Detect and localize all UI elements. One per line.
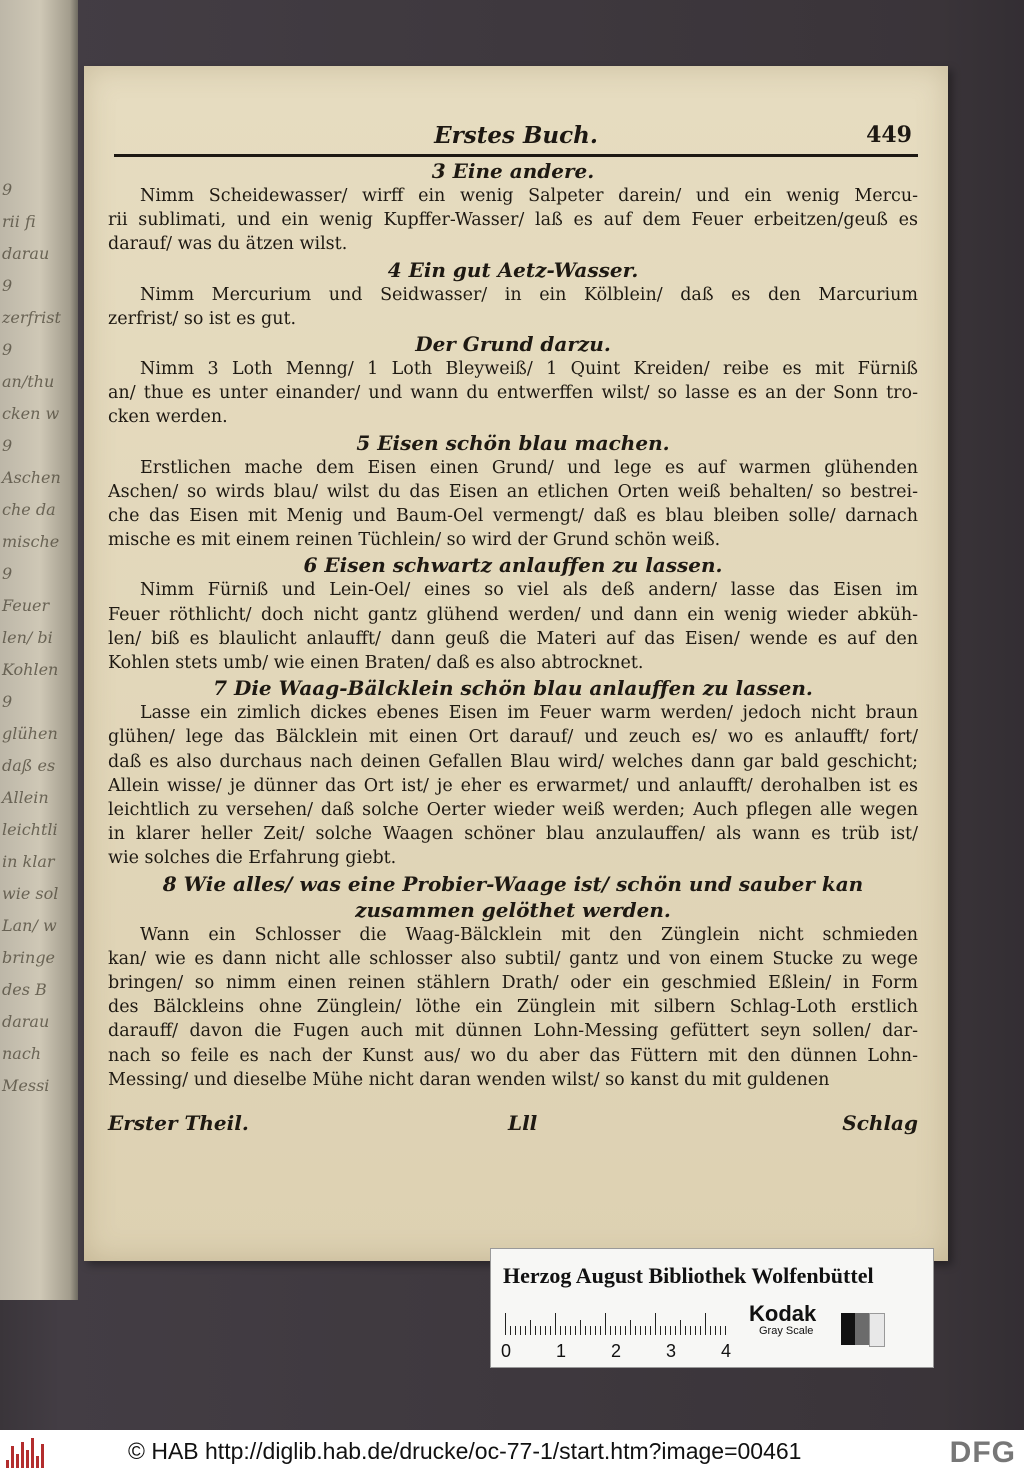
text-line: an/ thue es unter einander/ und wann du entwerffen wilst/ so lasse es an der Sonn tro- [108, 383, 918, 404]
section-heading-continued: zusammen gelöthet werden. [355, 897, 671, 922]
ruler-tick [700, 1326, 701, 1335]
ruler-tick [540, 1326, 541, 1335]
section-paragraph [108, 456, 918, 553]
ruler-tick [640, 1326, 641, 1335]
gray-swatch-mid [855, 1313, 869, 1345]
book-page [84, 66, 948, 1261]
ruler-tick [525, 1326, 526, 1335]
running-head: Erstes Buch. [434, 122, 598, 149]
ruler-tick [575, 1326, 576, 1335]
left-page-fragment: cken w [2, 404, 60, 423]
left-page-fragment: Messi [2, 1076, 50, 1095]
ruler-tick [690, 1326, 691, 1335]
text-line: Wann ein Schlosser die Waag-Bälcklein mit den Zünglein nicht schmieden [140, 924, 918, 945]
text-line: Kohlen stets umb/ wie einen Braten/ daß es also abtrocknet. [108, 653, 644, 674]
ruler-tick [625, 1326, 626, 1335]
left-page-fragment: nach [2, 1044, 42, 1063]
library-label [490, 1248, 934, 1368]
left-page-fragment: 9 [2, 564, 13, 583]
section-heading: 6 Eisen schwartz anlauffen zu lassen. [303, 553, 723, 578]
ruler-tick [595, 1326, 596, 1335]
text-line: Allein wisse/ je dünner das Ort ist/ je eher es erwarmet/ und anlaufft/ derohalben ist es [108, 775, 918, 796]
text-line: Lasse ein zimlich dickes ebenes Eisen im Feuer warm werden/ jedoch nicht braun [140, 703, 918, 724]
ruler-tick [725, 1326, 726, 1335]
footer-gathering: Lll [508, 1111, 538, 1135]
ruler-tick [605, 1313, 606, 1335]
ruler-tick [505, 1313, 506, 1335]
ruler-tick [620, 1326, 621, 1335]
text-line: Aschen/ so wirds blau/ wilst du das Eisen an etlichen Orten weiß behalten/ so bestrei- [108, 481, 918, 502]
text-line: nach so feile es nach der Kunst aus/ wo du aber das Füttern mit den dünnen Lohn- [108, 1045, 918, 1066]
left-page-fragment: 9 [2, 692, 13, 711]
ruler-tick [565, 1326, 566, 1335]
left-page-fragment: 9 [2, 436, 13, 455]
ruler-tick [650, 1326, 651, 1335]
text-line: Feuer röthlicht/ doch nicht gantz glühend werden/ und dann ein wenig wieder abküh- [108, 604, 918, 625]
text-line: bringen/ so nimm einen reinen stählern Drath/ oder ein geschmied Eßlein/ in Form [108, 973, 918, 994]
kodak-brand: Kodak [749, 1301, 817, 1326]
ruler-tick [610, 1326, 611, 1335]
left-page-fragment: Lan/ w [2, 916, 57, 935]
header-rule [114, 154, 918, 157]
ruler-number: 2 [611, 1341, 622, 1361]
left-page-fragment: Aschen [2, 468, 61, 487]
page-body [108, 158, 918, 1092]
left-page-fragment: Allein [2, 788, 49, 807]
text-line: in klarer heller Zeit/ solche Waagen schöner blau anzulauffen/ als wann es trüb ist/ [108, 824, 918, 845]
dfg-logo: DFG [949, 1436, 1016, 1469]
text-line: Nimm Mercurium und Seidwasser/ in ein Kölblein/ daß es den Marcurium [140, 284, 918, 305]
text-line: darauf/ was du ätzen wilst. [108, 234, 348, 255]
left-page-fragment: Kohlen [2, 660, 59, 679]
text-line: Erstlichen mache dem Eisen einen Grund/ und lege es auf warmen glühenden [140, 457, 918, 478]
ruler-tick [545, 1326, 546, 1335]
page-footer [108, 1111, 918, 1139]
text-line: Nimm 3 Loth Menng/ 1 Loth Bleyweiß/ 1 Quint Kreiden/ reibe es mit Fürniß [140, 359, 918, 380]
ruler-tick [680, 1320, 681, 1335]
gray-swatch-black [841, 1313, 855, 1345]
ruler-tick [665, 1326, 666, 1335]
ruler-tick [530, 1320, 531, 1335]
ruler-tick [635, 1326, 636, 1335]
ruler-tick [695, 1326, 696, 1335]
footer-catchword: Schlag [842, 1111, 918, 1135]
ruler-number: 1 [556, 1341, 567, 1361]
library-name: Herzog August Bibliothek Wolfenbüttel [503, 1263, 874, 1288]
section-paragraph [108, 578, 918, 675]
ruler-tick [555, 1313, 556, 1335]
gray-swatch-light [869, 1313, 885, 1347]
section-paragraph [108, 923, 918, 1092]
ruler-tick [645, 1326, 646, 1335]
ruler-tick [550, 1326, 551, 1335]
ruler-tick [675, 1326, 676, 1335]
section-paragraph [108, 184, 918, 257]
section-heading: 4 Ein gut Aetz-Wasser. [387, 257, 639, 282]
ruler-tick [715, 1326, 716, 1335]
ruler-tick [720, 1326, 721, 1335]
ruler-tick [510, 1326, 511, 1335]
ruler-tick [600, 1326, 601, 1335]
ruler-tick [520, 1326, 521, 1335]
section-paragraph [108, 701, 918, 870]
text-line: rii sublimati, und ein wenig Kupffer-Wasser/ laß es auf dem Feuer erbeitzen/geuß es [108, 210, 918, 231]
ruler-tick [535, 1326, 536, 1335]
left-page-fragment: che da [2, 500, 56, 519]
left-page-fragment: leichtli [2, 820, 58, 839]
ruler-tick [515, 1326, 516, 1335]
left-page-fragment: darau [2, 1012, 50, 1031]
page-header [114, 122, 918, 156]
left-page-fragment: darau [2, 244, 50, 263]
copyright-link[interactable]: © HAB http://diglib.hab.de/drucke/oc-77-1/start.htm?image=00461 [128, 1438, 802, 1464]
text-line: wie solches die Erfahrung giebt. [108, 848, 397, 869]
barcode-icon [6, 1438, 46, 1468]
ruler-tick [660, 1326, 661, 1335]
footer-bar [0, 1430, 1024, 1476]
left-page-fragment: zerfrist [2, 308, 61, 327]
left-page-fragment: wie sol [2, 884, 59, 903]
ruler-number: 0 [501, 1341, 512, 1361]
left-page-fragment: daß es [2, 756, 56, 775]
ruler-tick [570, 1326, 571, 1335]
left-page-fragment: glühen [2, 724, 58, 743]
ruler-tick [580, 1320, 581, 1335]
text-line: cken werden. [108, 407, 228, 428]
text-line: glühen/ lege das Bälcklein mit einen Ort darauf/ und zeuch es/ wo es anlaufft/ fort/ [108, 727, 918, 748]
left-page-fragment: 9 [2, 180, 13, 199]
footer-signature: Erster Theil. [108, 1111, 249, 1135]
section-heading: 5 Eisen schön blau machen. [356, 430, 670, 455]
left-page-fragment: len/ bi [2, 628, 53, 647]
section-heading: 7 Die Waag-Bälcklein schön blau anlauffen zu lassen. [213, 676, 813, 701]
left-page-fragment: an/thu [2, 372, 55, 391]
section-heading: Der Grund darzu. [415, 332, 611, 357]
ruler-tick [590, 1326, 591, 1335]
ruler-number: 4 [721, 1341, 732, 1361]
left-page-fragment: bringe [2, 948, 56, 967]
text-line: darauff/ davon die Fugen auch mit dünnen Lohn-Messing gefüttert seyn sollen/ dar- [108, 1021, 918, 1042]
left-page-fragment: Feuer [2, 596, 50, 615]
text-line: daß es also durchaus nach deinen Gefallen Blau wird/ welches dann gar bald geschicht; [108, 751, 918, 772]
scale-ruler [501, 1305, 732, 1361]
left-page-fragment: mische [2, 532, 60, 551]
left-page-edge [0, 0, 78, 1300]
ruler-tick [685, 1326, 686, 1335]
ruler-tick [710, 1326, 711, 1335]
left-page-fragment: rii fi [2, 212, 36, 231]
text-line: kan/ wie es dann nicht alle schlosser also subtil/ gantz und von einem Stucke zu wege [108, 948, 918, 969]
text-line: des Bälckleins ohne Zünglein/ löthe ein Zünglein mit silbern Schlag-Loth erstlich [108, 997, 918, 1018]
section-heading: 8 Wie alles/ was eine Probier-Waage ist/ schön und sauber kan [162, 871, 864, 896]
left-page-fragment: des B [2, 980, 47, 999]
text-line: len/ biß es blaulicht anlaufft/ dann geuß die Materi auf das Eisen/ wende es auf den [108, 628, 918, 649]
text-line: Nimm Fürniß und Lein-Oel/ eines so viel als deß andern/ lasse das Eisen im [140, 580, 918, 601]
ruler-tick [560, 1326, 561, 1335]
ruler-tick [705, 1313, 706, 1335]
left-page-fragment: 9 [2, 276, 13, 295]
text-line: zerfrist/ so ist es gut. [108, 308, 297, 329]
text-line: Nimm Scheidewasser/ wirff ein wenig Salpeter darein/ und ein wenig Mercu- [140, 186, 918, 206]
ruler-tick [615, 1326, 616, 1335]
section-paragraph [108, 357, 918, 430]
ruler-tick [670, 1326, 671, 1335]
section-heading: 3 Eine andere. [431, 159, 595, 183]
left-page-fragment: in klar [2, 852, 55, 871]
left-page-fragment: 9 [2, 340, 13, 359]
page-number: 449 [866, 122, 912, 148]
text-line: leichtlich zu versehen/ daß solche Oerter wieder weiß werden; Auch pflegen alle wegen [108, 800, 918, 821]
ruler-tick [630, 1320, 631, 1335]
text-line: che das Eisen mit Menig und Baum-Oel vermengt/ daß es blau bleiben solle/ darnach [108, 506, 918, 527]
text-line: mische es mit einem reinen Tüchlein/ so wird der Grund schön weiß. [108, 530, 721, 551]
ruler-tick [585, 1326, 586, 1335]
text-line: Messing/ und dieselbe Mühe nicht daran wenden wilst/ so kanst du mit guldenen [108, 1069, 830, 1090]
ruler-number: 3 [666, 1341, 677, 1361]
ruler-tick [655, 1313, 656, 1335]
gray-scale-label: Gray Scale [759, 1325, 814, 1337]
section-paragraph [108, 283, 918, 331]
